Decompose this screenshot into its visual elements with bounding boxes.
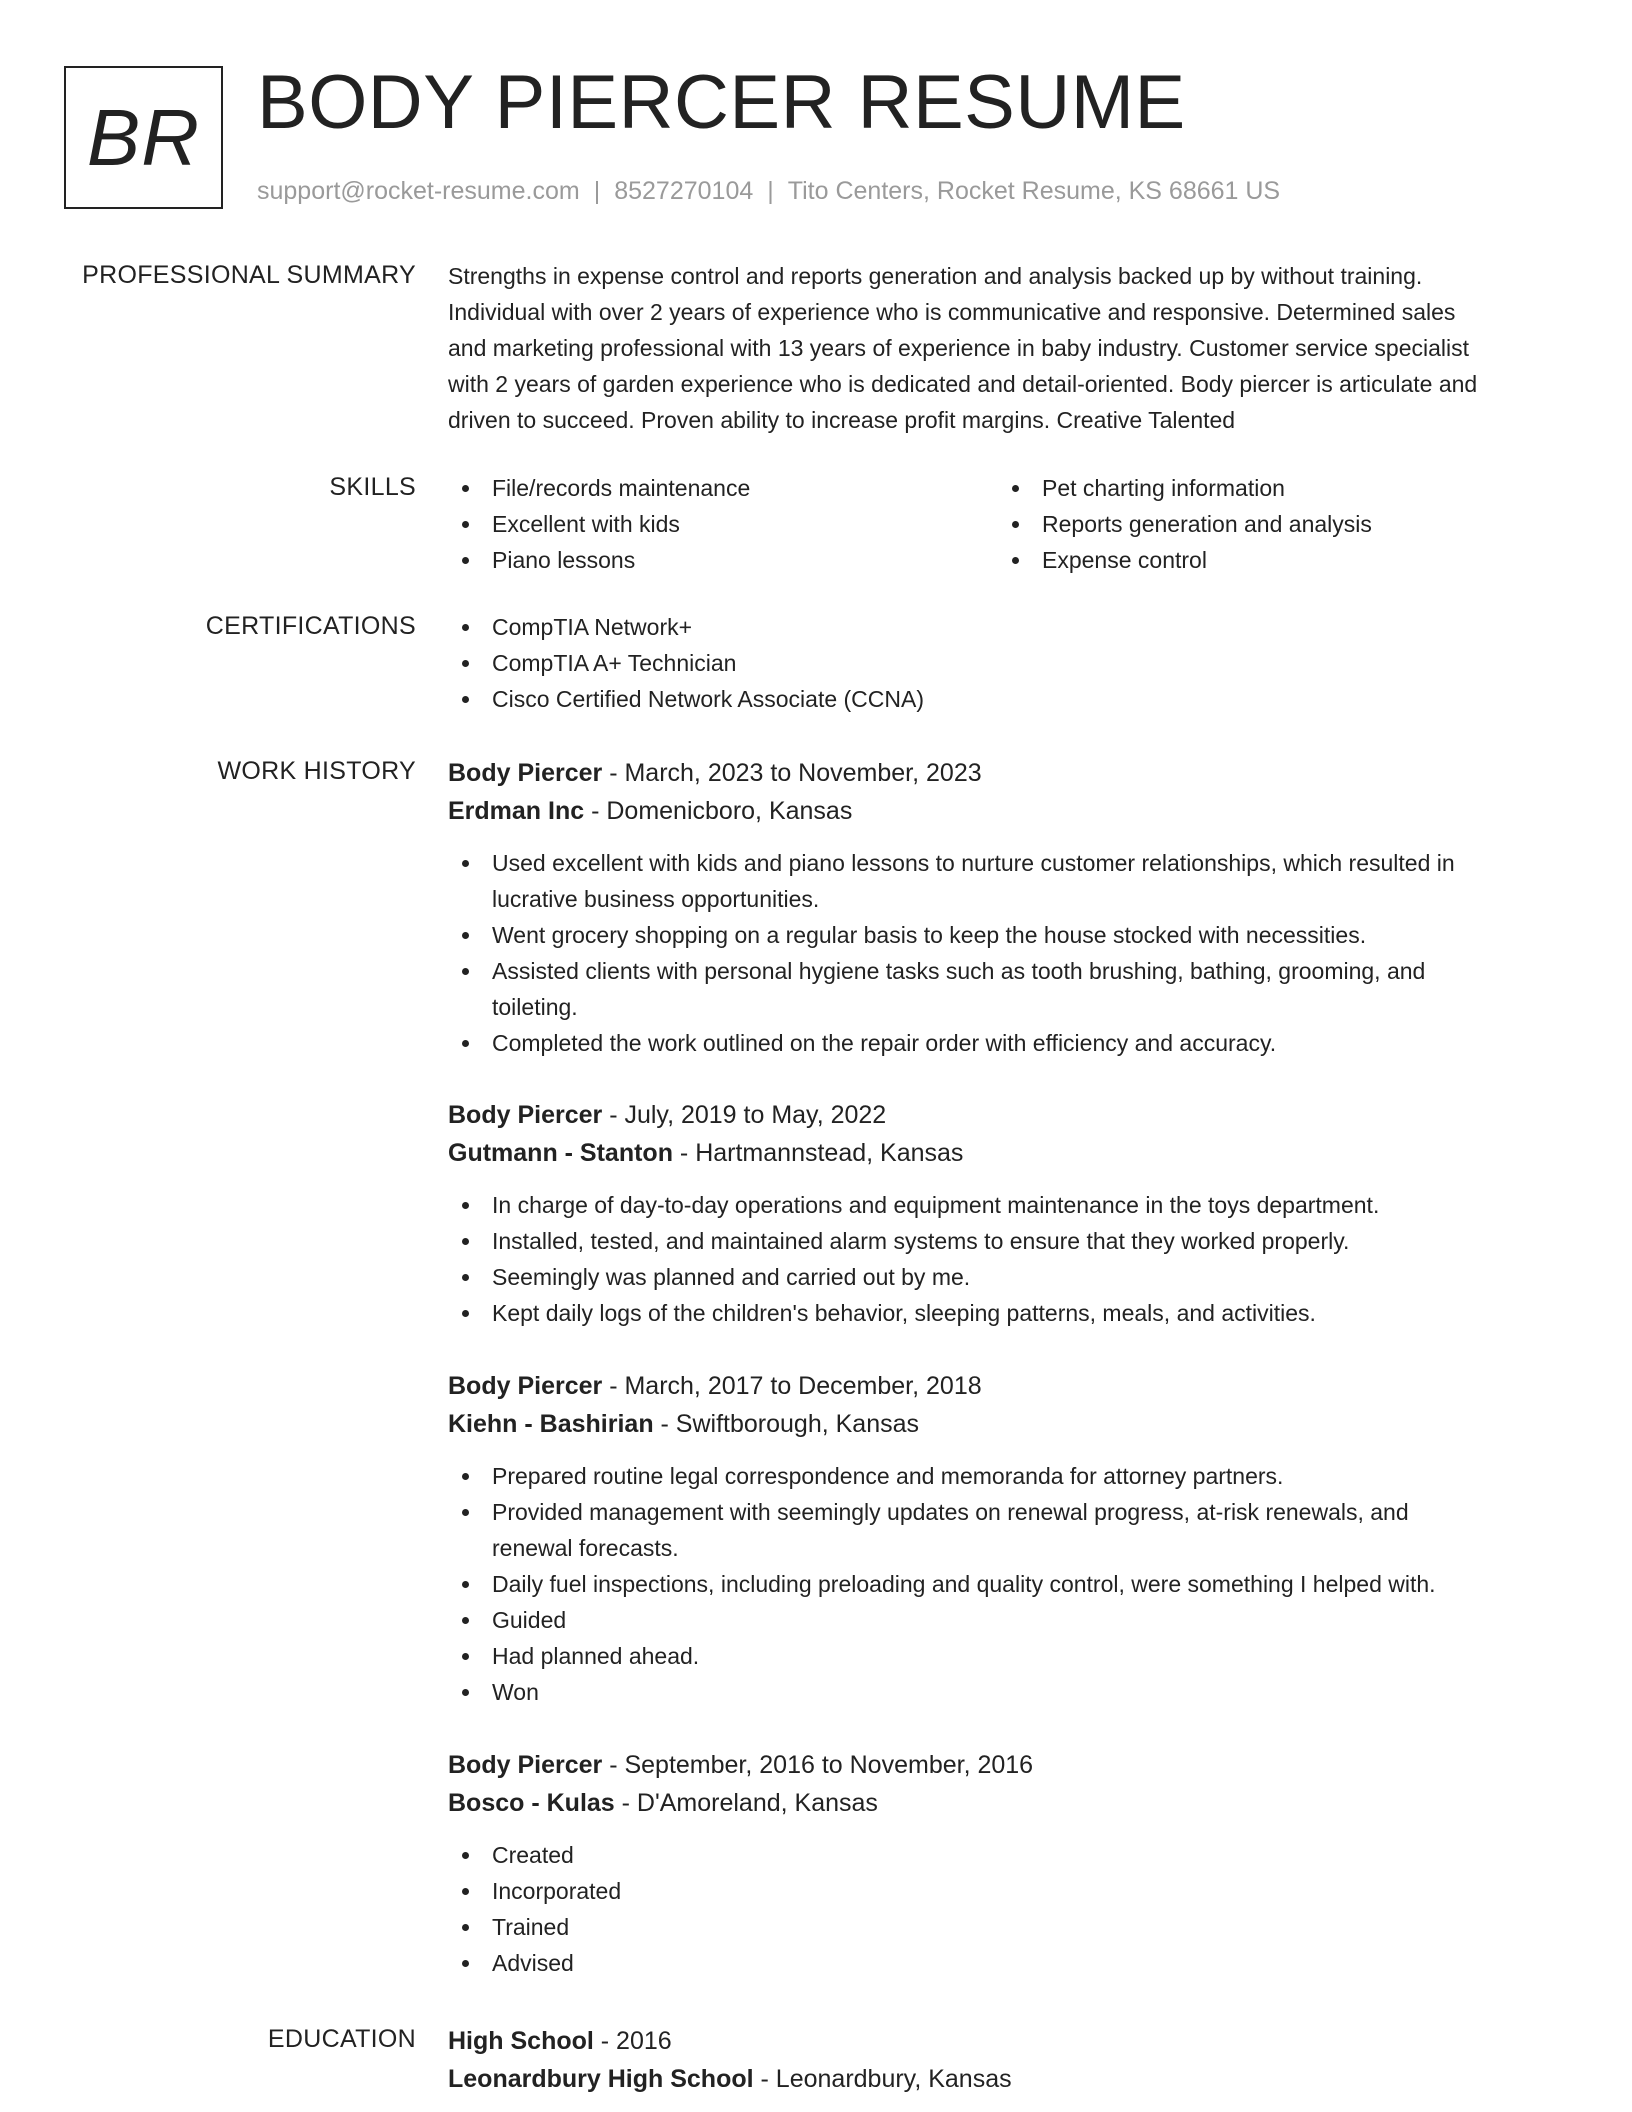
summary-line: and marketing professional with 13 years of experience in baby industry. Customer service specialist bbox=[448, 335, 1470, 361]
summary-line: Strengths in expense control and reports generation and analysis backed up by without training. bbox=[448, 263, 1423, 289]
contact-separator: | bbox=[593, 177, 601, 205]
job-duty: Prepared routine legal correspondence and memoranda for attorney partners. bbox=[448, 1458, 1568, 1494]
job-dates: - July, 2019 to May, 2022 bbox=[602, 1101, 887, 1129]
job-title: Body Piercer bbox=[448, 1101, 603, 1129]
duty-text: lucrative business opportunities. bbox=[492, 886, 820, 912]
job-duty bbox=[448, 1494, 1568, 1566]
job-company: Bosco - Kulas bbox=[448, 1789, 615, 1817]
job-title-line bbox=[448, 754, 1568, 792]
contact-separator: | bbox=[767, 177, 774, 205]
skills-column-2 bbox=[998, 470, 1548, 578]
skill-item: Expense control bbox=[998, 542, 1548, 578]
certification-item: CompTIA Network+ bbox=[448, 609, 1568, 645]
job-title: Body Piercer bbox=[448, 1372, 603, 1400]
job-duties bbox=[448, 845, 1568, 1061]
duty-text: Used excellent with kids and piano lessons to nurture customer relationships, which resulted in bbox=[492, 850, 1455, 876]
job-entry bbox=[448, 754, 1568, 1061]
skill-item: Pet charting information bbox=[998, 470, 1548, 506]
job-entry bbox=[448, 1367, 1568, 1710]
job-duty: Seemingly was planned and carried out by me. bbox=[448, 1259, 1568, 1295]
job-entry bbox=[448, 1746, 1568, 1981]
job-duty: Incorporated bbox=[448, 1873, 1568, 1909]
contact-phone: 8527270104 bbox=[614, 177, 754, 205]
job-title-line bbox=[448, 1367, 1568, 1405]
job-duties bbox=[448, 1187, 1568, 1331]
monogram-text: BR bbox=[86, 92, 201, 182]
summary-text bbox=[448, 258, 1568, 438]
job-duty: Went grocery shopping on a regular basis to keep the house stocked with necessities. bbox=[448, 917, 1568, 953]
duty-text: Provided management with seemingly updates on renewal progress, at-risk renewals, and bbox=[492, 1499, 1409, 1525]
job-location: - Swiftborough, Kansas bbox=[653, 1410, 920, 1438]
degree-year: - 2016 bbox=[593, 2027, 672, 2055]
job-company-line bbox=[448, 792, 1568, 830]
job-company: Gutmann - Stanton bbox=[448, 1139, 673, 1167]
job-title-line bbox=[448, 1096, 1568, 1134]
job-company: Kiehn - Bashirian bbox=[448, 1410, 654, 1438]
job-duties bbox=[448, 1458, 1568, 1710]
job-duty bbox=[448, 845, 1568, 917]
skill-item: Excellent with kids bbox=[448, 506, 998, 542]
school-name: Leonardbury High School bbox=[448, 2065, 754, 2093]
job-duty: Completed the work outlined on the repair order with efficiency and accuracy. bbox=[448, 1025, 1568, 1061]
education-entry bbox=[448, 2022, 1568, 2098]
summary-line: with 2 years of garden experience who is dedicated and detail-oriented. Body piercer is articulate and bbox=[448, 371, 1478, 397]
job-entry bbox=[448, 1096, 1568, 1331]
job-duty: Advised bbox=[448, 1945, 1568, 1981]
job-dates: - March, 2017 to December, 2018 bbox=[602, 1372, 982, 1400]
job-dates: - March, 2023 to November, 2023 bbox=[602, 759, 982, 787]
job-duty: Guided bbox=[448, 1602, 1568, 1638]
job-duty: Won bbox=[448, 1674, 1568, 1710]
contact-email: support@rocket-resume.com bbox=[257, 177, 580, 205]
job-location: - Domenicboro, Kansas bbox=[584, 797, 853, 825]
certification-item: CompTIA A+ Technician bbox=[448, 645, 1568, 681]
skills-column-1 bbox=[448, 470, 998, 578]
job-duty: Kept daily logs of the children's behavior, sleeping patterns, meals, and activities. bbox=[448, 1295, 1568, 1331]
job-duty: In charge of day-to-day operations and equipment maintenance in the toys department. bbox=[448, 1187, 1568, 1223]
summary-line: Individual with over 2 years of experience who is communicative and responsive. Determined sales bbox=[448, 299, 1456, 325]
duty-text: renewal forecasts. bbox=[492, 1535, 679, 1561]
job-dates: - September, 2016 to November, 2016 bbox=[602, 1751, 1034, 1779]
contact-address: Tito Centers, Rocket Resume, KS 68661 US bbox=[787, 177, 1281, 205]
summary-heading: PROFESSIONAL SUMMARY bbox=[82, 261, 416, 289]
job-duty: Created bbox=[448, 1837, 1568, 1873]
job-duty: Trained bbox=[448, 1909, 1568, 1945]
job-location: - Hartmannstead, Kansas bbox=[672, 1139, 964, 1167]
education-heading: EDUCATION bbox=[267, 2025, 416, 2053]
job-location: - D'Amoreland, Kansas bbox=[614, 1789, 878, 1817]
school-location: - Leonardbury, Kansas bbox=[753, 2065, 1012, 2093]
job-company-line bbox=[448, 1405, 1568, 1443]
skill-item: Piano lessons bbox=[448, 542, 998, 578]
work-history-heading: WORK HISTORY bbox=[217, 757, 416, 785]
job-duty: Installed, tested, and maintained alarm systems to ensure that they worked properly. bbox=[448, 1223, 1568, 1259]
resume-title: BODY PIERCER RESUME bbox=[257, 60, 1186, 145]
job-title: Body Piercer bbox=[448, 1751, 603, 1779]
job-company-line bbox=[448, 1134, 1568, 1172]
job-duties bbox=[448, 1837, 1568, 1981]
job-duty bbox=[448, 953, 1568, 1025]
certifications-heading: CERTIFICATIONS bbox=[205, 612, 416, 640]
skill-item: Reports generation and analysis bbox=[998, 506, 1548, 542]
summary-line: driven to succeed. Proven ability to increase profit margins. Creative Talented bbox=[448, 407, 1236, 433]
skills-heading: SKILLS bbox=[329, 473, 416, 501]
contact-line bbox=[257, 176, 1280, 206]
certifications-list bbox=[448, 609, 1568, 717]
degree: High School bbox=[448, 2027, 594, 2055]
job-title-line bbox=[448, 1746, 1568, 1784]
skills-list bbox=[448, 470, 1568, 578]
school-line bbox=[448, 2060, 1568, 2098]
certification-item: Cisco Certified Network Associate (CCNA) bbox=[448, 681, 1568, 717]
degree-line bbox=[448, 2022, 1568, 2060]
skill-item: File/records maintenance bbox=[448, 470, 998, 506]
job-title: Body Piercer bbox=[448, 759, 603, 787]
job-duty: Daily fuel inspections, including preloading and quality control, were something I helped with. bbox=[448, 1566, 1568, 1602]
job-company: Erdman Inc bbox=[448, 797, 585, 825]
monogram-box bbox=[64, 66, 223, 209]
duty-text: toileting. bbox=[492, 994, 578, 1020]
job-company-line bbox=[448, 1784, 1568, 1822]
duty-text: Assisted clients with personal hygiene tasks such as tooth brushing, bathing, grooming, and bbox=[492, 958, 1426, 984]
job-duty: Had planned ahead. bbox=[448, 1638, 1568, 1674]
